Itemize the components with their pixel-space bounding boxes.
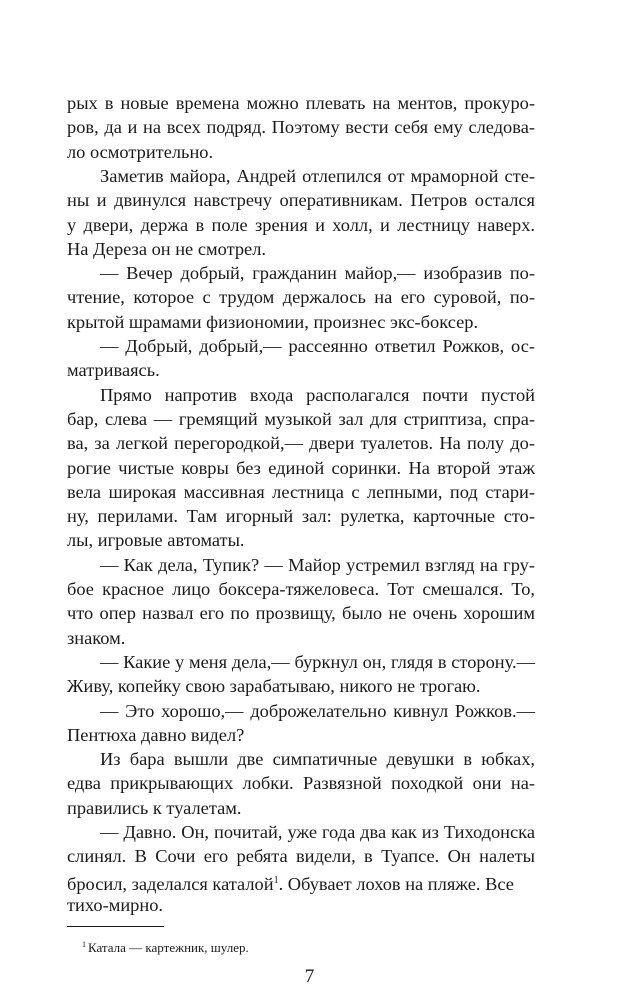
page-number: 7 [304, 966, 315, 987]
text-line: ва, за легкой перегородкой,— двери туалетов. На полу до- [67, 433, 535, 454]
text-line: Из бара вышли две симпатичные девушки в юбках, [100, 749, 535, 770]
text-line: Живу, копейку свою зарабатываю, никого не трогаю. [67, 676, 481, 697]
footnote-marker: 1 [82, 940, 86, 949]
text-line: едва прикрывающих лобки. Развязной походкой они на- [67, 773, 535, 794]
text-line: рогие чистые ковры без единой соринки. На второй этаж [67, 457, 535, 478]
text-span: . Обувает лохов на пляже. Все [278, 873, 514, 894]
text-line: Заметив майора, Андрей отлепился от мраморной сте- [100, 165, 535, 186]
text-line: рых в новые времена можно плевать на ментов, прокуро- [67, 93, 535, 113]
text-line: — Это хорошо,— доброжелательно кивнул Рожков.— [100, 700, 535, 721]
text-line: Пентюха давно видел? [67, 724, 245, 745]
text-line: — Как дела, Тупик? — Майор устремил взгляд на гру- [100, 554, 535, 575]
text-line: — Давно. Он, почитай, уже года два как из Тиходонска [100, 822, 535, 842]
text-line: матриваясь. [67, 360, 160, 381]
text-line: — Какие у меня дела,— буркнул он, глядя в сторону.— [100, 651, 535, 672]
text-line: крытой шрамами физиономии, произнес экс-боксер. [67, 311, 479, 332]
text-line: — Вечер добрый, гражданин майор,— изобразив по- [100, 263, 535, 284]
text-line: тихо-мирно. [67, 894, 164, 915]
text-line: что опер назвал его по прозвищу, было не очень хорошим [67, 603, 535, 624]
text-line: На Дереза он не смотрел. [67, 238, 266, 259]
text-line: знаком. [67, 627, 126, 648]
text-line: ров, да и на всех подряд. Поэтому вести себя ему следова- [67, 117, 535, 138]
text-line: слинял. В Сочи его ребята видели, в Туапсе. Он налеты [67, 846, 535, 867]
text-line: вела широкая массивная лестница с лепными, под стари- [67, 481, 535, 502]
text-line: чтение, которое с трудом держалось на его суровой, по- [67, 287, 535, 308]
footnote-separator [67, 926, 164, 927]
text-line: у двери, держа в поле зрения и холл, и лестницу наверх. [67, 214, 535, 235]
text-line [67, 868, 535, 894]
footnote [82, 936, 249, 957]
text-line: ны и двинулся навстречу оперативникам. Петров остался [67, 190, 535, 211]
text-span: бросил, заделался каталой [67, 873, 274, 894]
text-line: ло осмотрительно. [67, 141, 214, 162]
text-line: правились к туалетам. [67, 797, 242, 818]
text-line: Прямо напротив входа располагался почти пустой [100, 384, 535, 405]
footnote-text: Катала — картежник, шулер. [88, 940, 249, 955]
footnote-reference: 1 [273, 874, 279, 886]
text-line: лы, игровые автоматы. [67, 530, 245, 551]
text-line: бар, слева — гремящий музыкой зал для стриптиза, спра- [67, 408, 535, 429]
text-line: ну, перилами. Там игорный зал: рулетка, карточные сто- [67, 506, 535, 527]
text-line: — Добрый, добрый,— рассеянно ответил Рожков, ос- [100, 336, 535, 356]
text-line: бое красное лицо боксера-тяжеловеса. Тот смешался. То, [67, 579, 535, 599]
